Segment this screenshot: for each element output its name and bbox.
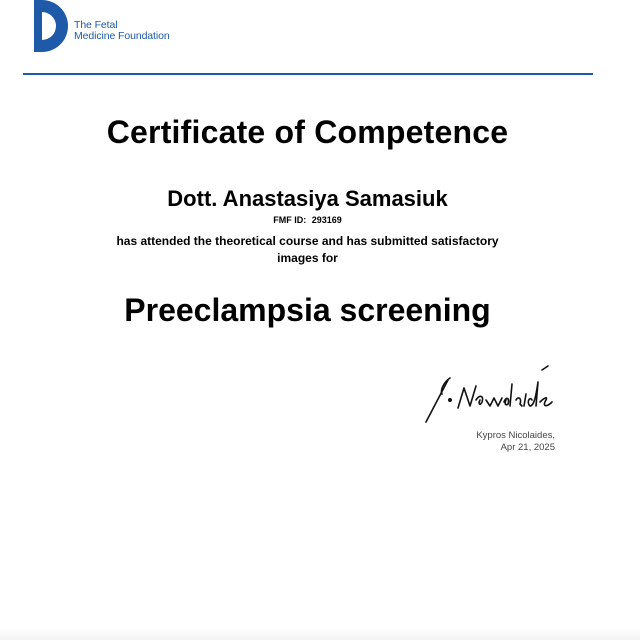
signature-date: Apr 21, 2025 (500, 442, 555, 453)
header-divider (23, 73, 593, 75)
certificate-title: Certificate of Competence (106, 114, 509, 150)
fmf-logo-mark-icon (32, 0, 68, 56)
page-bottom-edge (0, 628, 640, 640)
certificate-statement (95, 233, 520, 267)
fmf-id-value: 293169 (311, 215, 342, 225)
fmf-logo (32, 0, 232, 60)
recipient-name: Dott. Anastasiya Samasiuk (167, 186, 448, 211)
handwritten-signature (420, 360, 560, 426)
signature-caption (395, 430, 555, 454)
logo-line-1: The Fetal (74, 19, 118, 31)
fmf-id-label: FMF ID: (273, 215, 307, 225)
course-name: Preeclampsia screening (124, 292, 491, 328)
logo-text (74, 20, 170, 42)
logo-line-2: Medicine Foundation (74, 30, 170, 42)
statement-line-2: images for (277, 251, 338, 265)
fmf-id (0, 215, 615, 225)
statement-line-1: has attended the theoretical course and has submitted satisfactory (116, 234, 499, 248)
signer-name: Kypros Nicolaides, (476, 430, 555, 441)
